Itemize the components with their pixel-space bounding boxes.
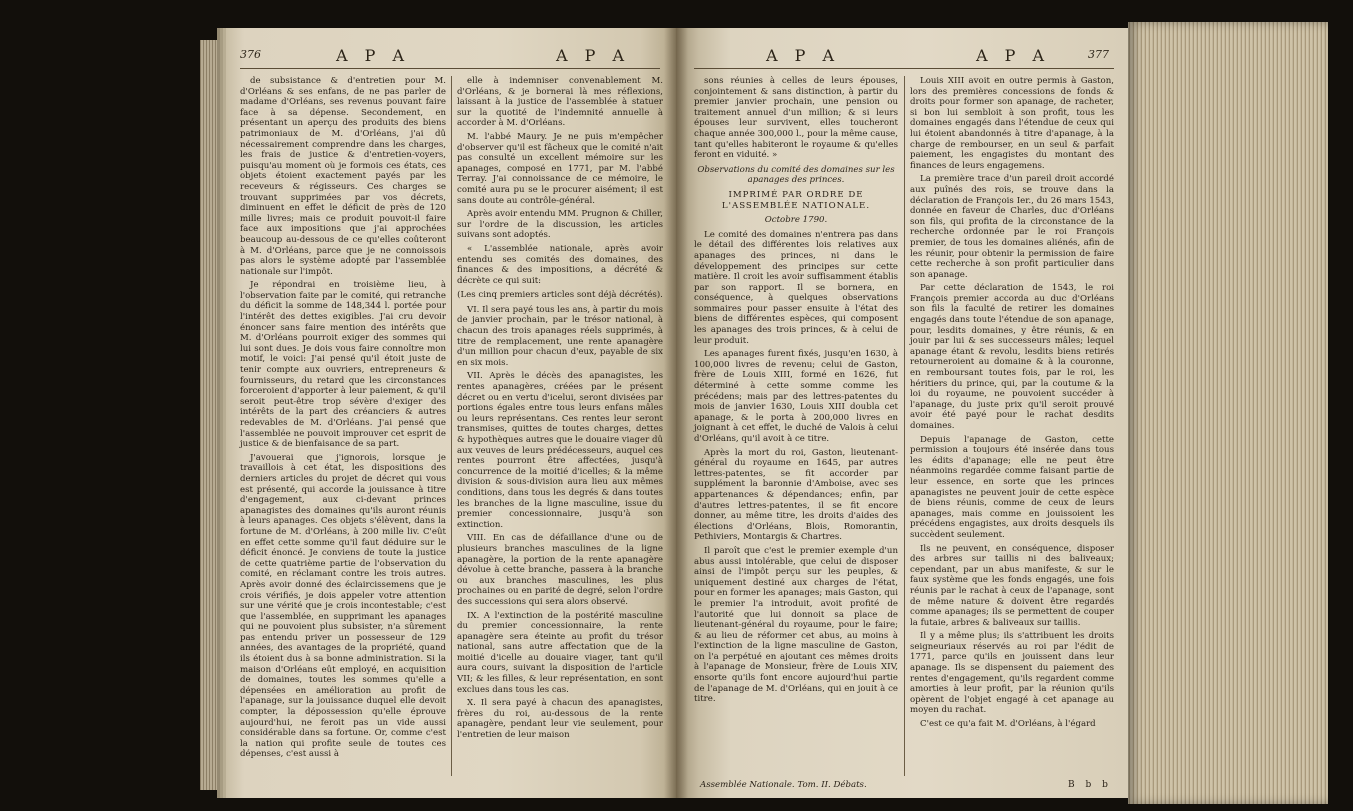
section-heading: Observations du comité des domaines sur les apanages des princes.: [697, 164, 895, 186]
running-head: A P A: [336, 46, 411, 65]
paragraph: Après avoir entendu MM. Prugnon & Chiller, sur l'ordre de la discussion, les articles suivans sont adoptés.: [457, 209, 663, 241]
text-column-1: [694, 76, 898, 708]
column-divider: [904, 76, 905, 776]
book-gutter: [664, 28, 688, 798]
date-line: Octobre 1790.: [764, 215, 828, 226]
text-column-2: [457, 76, 663, 744]
paragraph: Après la mort du roi, Gaston, lieutenant-général du royaume en 1645, par autres lettres-patentes, se fit accorder par supplément la baronnie d'Amboise, avec ses appartenances & dépendances; enfin, par d'autres lettres-patentes, il se fit encore donner, au même titre, les droits d'aides des élections d'Orléans, Blois, Romorantin, Pethiviers, Montargis & Chartres.: [694, 447, 898, 543]
imprint-line: IMPRIMÉ PAR ORDRE DE L'ASSEMBLÉE NATIONALE.: [721, 189, 871, 211]
left-page: [226, 28, 676, 798]
paragraph: M. l'abbé Maury. Je ne puis m'empêcher d'observer qu'il est fâcheux que le comité n'ait pas consulté un excellent mémoire sur les apanages, composé en 1771, par M. l'abbé Terray. J'ai connoissance de ce mémoire, le comité aura pu se le procurer aisément; il est sans doute au contrôle-général.: [457, 131, 663, 206]
header-rule: [240, 68, 660, 69]
running-head: A P A: [766, 46, 841, 65]
footer-citation: Assemblée Nationale. Tom. II. Débats.: [700, 780, 867, 790]
header-rule: [694, 68, 1114, 69]
paragraph: Ils ne peuvent, en conséquence, disposer des arbres sur taillis ni des baliveaux; cependant, par un abus manifeste, & sur le faux système que les fonds engagés, une fois réunis par le rachat à ceux de l'apanage, sont de même nature & doivent être regardés comme apanages; ils se permettent de couper la futaie, arbres & baliveaux sur taillis.: [910, 543, 1114, 628]
left-page-edges: [200, 40, 226, 790]
paragraph: (Les cinq premiers articles sont déjà décrétés).: [457, 290, 663, 301]
paragraph: Les apanages furent fixés, jusqu'en 1630, à 100,000 livres de revenu; celui de Gaston, frère de Louis XIII, formé en 1626, fut déterminé à cette somme comme les précédens; mais par des lettres-patentes du mois de janvier 1630, Louis XIII doubla cet apanage, & le porta à 200,000 livres en joignant à cet effet, le duché de Valois à celui d'Orléans, qu'il avoit à ce titre.: [694, 349, 898, 444]
paragraph: Il y a même plus; ils s'attribuent les droits seigneuriaux réservés au roi par l'édit de 1771, parce qu'ils en jouissent dans leur apanage. Ils se dispensent du paiement des rentes d'engagement, qu'ils regardent comme amorties à leur profit, par la réunion qu'ils opèrent de l'objet engagé à cet apanage au moyen du rachat.: [910, 631, 1114, 716]
paragraph: VI. Il sera payé tous les ans, à partir du mois de janvier prochain, par le trésor national, à chacun des trois apanages réels supprimés, à titre de remplacement, une rente apanagère d'un million pour chacun d'eux, payable de six en six mois.: [457, 304, 663, 368]
paragraph: La première trace d'un pareil droit accordé aux puînés des rois, se trouve dans la déclaration de François Ier., du 26 mars 1543, donnée en faveur de Charles, duc d'Orléans son fils, qui profita de la circonstance de la recherche ordonnée par le roi François premier, de tous les domaines aliénés, afin de les réunir, pour obtenir la permission de faire cette recherche à son profit particulier dans son apanage.: [910, 174, 1114, 280]
paragraph: de subsistance & d'entretien pour M. d'Orléans & ses enfans, de ne pas parler de madame d'Orléans, ses revenus pouvant faire face à sa dépense. Secondement, en présentant un aperçu des produits des biens patrimoniaux de M. d'Orléans, j'ai dû nécessairement comprendre dans les charges, les frais de justice & d'entretien-voyers, puisqu'au moment où je formois ces états, ces objets étoient exactement payés par les receveurs & régisseurs. Ces charges se trouvant supprimées par vos décrets, diminuent en effet le déficit de près de 120 mille livres; mais ce produit pouvoit-il faire face aux impositions que j'ai approchées beaucoup au-dessous de ce qu'elles coûteront à M. d'Orléans, parce que je ne connoissois pas alors le système adopté par l'assemblée nationale sur l'impôt.: [240, 76, 446, 277]
paragraph: VII. Après le décès des apanagistes, les rentes apanagères, créées par le présent décret ou en vertu d'icelui, seront divisées par portions égales entre tous leurs enfans mâles ou leurs représentans. Ces rentes leur seront transmises, quittes de toutes charges, dettes & hypothèques autres que le douaire viager dû aux veuves de leurs prédécesseurs, auquel ces rentes pourront être affectées, jusqu'à concurrence de la moitié d'icelles; & la même division & sous-division aura lieu aux mêmes conditions, dans tous les degrés & dans toutes les branches de la ligne masculine, issue du premier concessionnaire, jusqu'à son extinction.: [457, 371, 663, 530]
running-head: A P A: [556, 46, 631, 65]
running-head: A P A: [976, 46, 1051, 65]
paragraph: C'est ce qu'a fait M. d'Orléans, à l'égard: [920, 719, 1096, 730]
paragraph: « L'assemblée nationale, après avoir entendu ses comités des domaines, des finances & des impositions, a décrété & décrète ce qui suit:: [457, 243, 663, 286]
paragraph: Je répondrai en troisième lieu, à l'observation faite par le comité, qui retranche du déficit la somme de 148,344 l. portée pour l'intérêt des dettes exigibles. J'ai cru devoir énoncer sans faire mention des intérêts que M. d'Orléans pourroit exiger des sommes qui lui sont dues. Je dois vous faire connoître mon motif, le voici: J'ai pensé qu'il étoit juste de tenir compte aux ouvriers, entrepreneurs & fournisseurs, du retard que les circonstances forceroient d'apporter à leur paiement, & qu'il seroit peut-être trop sévère d'exiger des intérêts de la part des créanciers & autres redevables de M. d'Orléans. J'ai pensé que l'assemblée ne pouvoit improuver cet esprit de justice & de bienfaisance de sa part.: [240, 280, 446, 450]
signature-mark: B b b: [1068, 780, 1112, 790]
text-column-2: [910, 76, 1114, 733]
text-column-1: [240, 76, 446, 763]
page-number: 376: [240, 48, 261, 61]
column-divider: [451, 76, 452, 776]
right-page: [676, 28, 1128, 798]
paragraph: Il paroît que c'est le premier exemple d'un abus aussi intolérable, que celui de disposer ainsi de l'impôt perçu sur les peuples, & uniquement destiné aux charges de l'état, pour en former les apanages; mais Gaston, qui le premier l'a introduit, avoit profité de l'autorité que lui donnoit sa place de lieutenant-général du royaume, pour le faire; & au lieu de réformer cet abus, au moins à l'extinction de la ligne masculine de Gaston, on l'a perpétué en ajoutant ces mêmes droits à l'apanage de Monsieur, frère de Louis XIV, ensorte qu'ils font encore aujourd'hui partie de l'apanage de M. d'Orléans, qui en jouit à ce titre.: [694, 545, 898, 705]
paragraph: VIII. En cas de défaillance d'une ou de plusieurs branches masculines de la ligne apanagère, la portion de la rente apanagère dévolue à cette branche, passera à la branche ou aux branches masculines, les plus prochaines ou en parité de degré, selon l'ordre des successions qui sera alors observé.: [457, 533, 663, 607]
paragraph: Par cette déclaration de 1543, le roi François premier accorda au duc d'Orléans son fils la faculté de retirer les domaines engagés dans toute l'étendue de son apanage, pour, lesdits domaines, y être réunis, & en jouir par lui & ses successeurs mâles; lequel apanage étant & revolu, lesdits biens retirés retourneroient au domaine & à la couronne, en remboursant toutes fois, par le roi, les héritiers du prince, qui, par la coutume & la loi du royaume, ne pouvoient succéder à l'apanage, du juste prix qu'il seroit prouvé avoir été payé pour le rachat desdits domaines.: [910, 283, 1114, 431]
page-number: 377: [1088, 48, 1109, 61]
paragraph: Depuis l'apanage de Gaston, cette permission a toujours été insérée dans tous les édits d'apanage; elle ne peut être néanmoins regardée comme faisant partie de leur essence, en sorte que les princes apanagistes ne peuvent jouir de cette espèce de biens réunis, comme de ceux de leurs apanages, mais comme en jouissoient les précédens engagistes, aux droits desquels ils succèdent seulement.: [910, 434, 1114, 540]
paragraph: Le comité des domaines n'entrera pas dans le détail des différentes lois relatives aux apanages des princes, ni dans le développement des principes sur cette matière. Il croit les avoir suffisamment établis par son rapport. Il se bornera, en conséquence, à quelques observations sommaires pour passer ensuite à l'état des biens de différentes espèces, qui composent les apanages des trois princes, & à celui de leur produit.: [694, 229, 898, 346]
paragraph: Louis XIII avoit en outre permis à Gaston, lors des premières concessions de fonds & droits pour former son apanage, de racheter, si bon lui sembloit à son profit, tous les domaines engagés dans l'étendue de ceux qui lui étoient abandonnés à titre d'apanage, à la charge de rembourser, en un seul & parfait paiement, les engagistes du montant des finances de leurs engagemens.: [910, 76, 1114, 171]
right-page-edges: [1128, 22, 1328, 804]
paragraph: X. Il sera payé à chacun des apanagistes, frères du roi, au-dessous de la rente apanagère, pendant leur vie seulement, pour l'entretien de leur maison: [457, 698, 663, 741]
paragraph: elle à indemniser convenablement M. d'Orléans, & je bornerai là mes réflexions, laissant à la justice de l'assemblée à statuer sur la quotité de l'indemnité annuelle à accorder à M. d'Orléans.: [457, 76, 663, 129]
paragraph: J'avouerai que j'ignorois, lorsque je travaillois à cet état, les dispositions des derniers articles du projet de décret qui vous est présenté, qui accorde la jouissance à titre d'engagement, aux ci-devant princes apanagistes des domaines qu'ils auront réunis à leurs apanages. Ces objets s'élèvent, dans la fortune de M. d'Orléans, à 200 mille liv. C'eût en effet cette somme qu'il faut déduire sur le déficit énoncé. Je conviens de toute la justice de cette quatrième partie de l'observation du comité, en réclamant contre les trois autres. Après avoir donné des éclaircissemens que je crois vérifiés, je dois appeler votre attention sur une vérité que je crois incontestable; c'est que l'assemblée, en supprimant les apanages qui ne pouvoient plus subsister, n'a sûrement pas entendu priver un possesseur de 129 années, des avantages de la propriété, quand ils étoient dus à sa bonne administration. Si la maison d'Orléans eût employé, en acquisition de domaines, toutes les sommes qu'elle a dépensées en amélioration au profit de l'apanage, sur la jouissance duquel elle devoit compter, la dépossession qu'elle éprouve aujourd'hui, ne feroit pas un vide aussi considérable dans sa fortune. Or, comme c'est la nation qui profite seule de toutes ces dépenses, c'est aussi à: [240, 452, 446, 760]
paragraph: sons réunies à celles de leurs épouses, conjointement & sans distinction, à partir du premier janvier prochain, une pension ou traitement annuel d'un million; & si leurs épouses leur survivent, elles toucheront chaque année 300,000 l., pour la même cause, tant qu'elles habiteront le royaume & qu'elles feront en viduité. »: [694, 76, 898, 161]
paragraph: IX. A l'extinction de la postérité masculine du premier concessionnaire, la rente apanagère sera éteinte au profit du trésor national, sans autre affectation que de la moitié d'icelle au douaire viager, tant qu'il aura cours, suivant la disposition de l'article VII; & les filles, & leur représentation, en sont exclues dans tous les cas.: [457, 610, 663, 695]
